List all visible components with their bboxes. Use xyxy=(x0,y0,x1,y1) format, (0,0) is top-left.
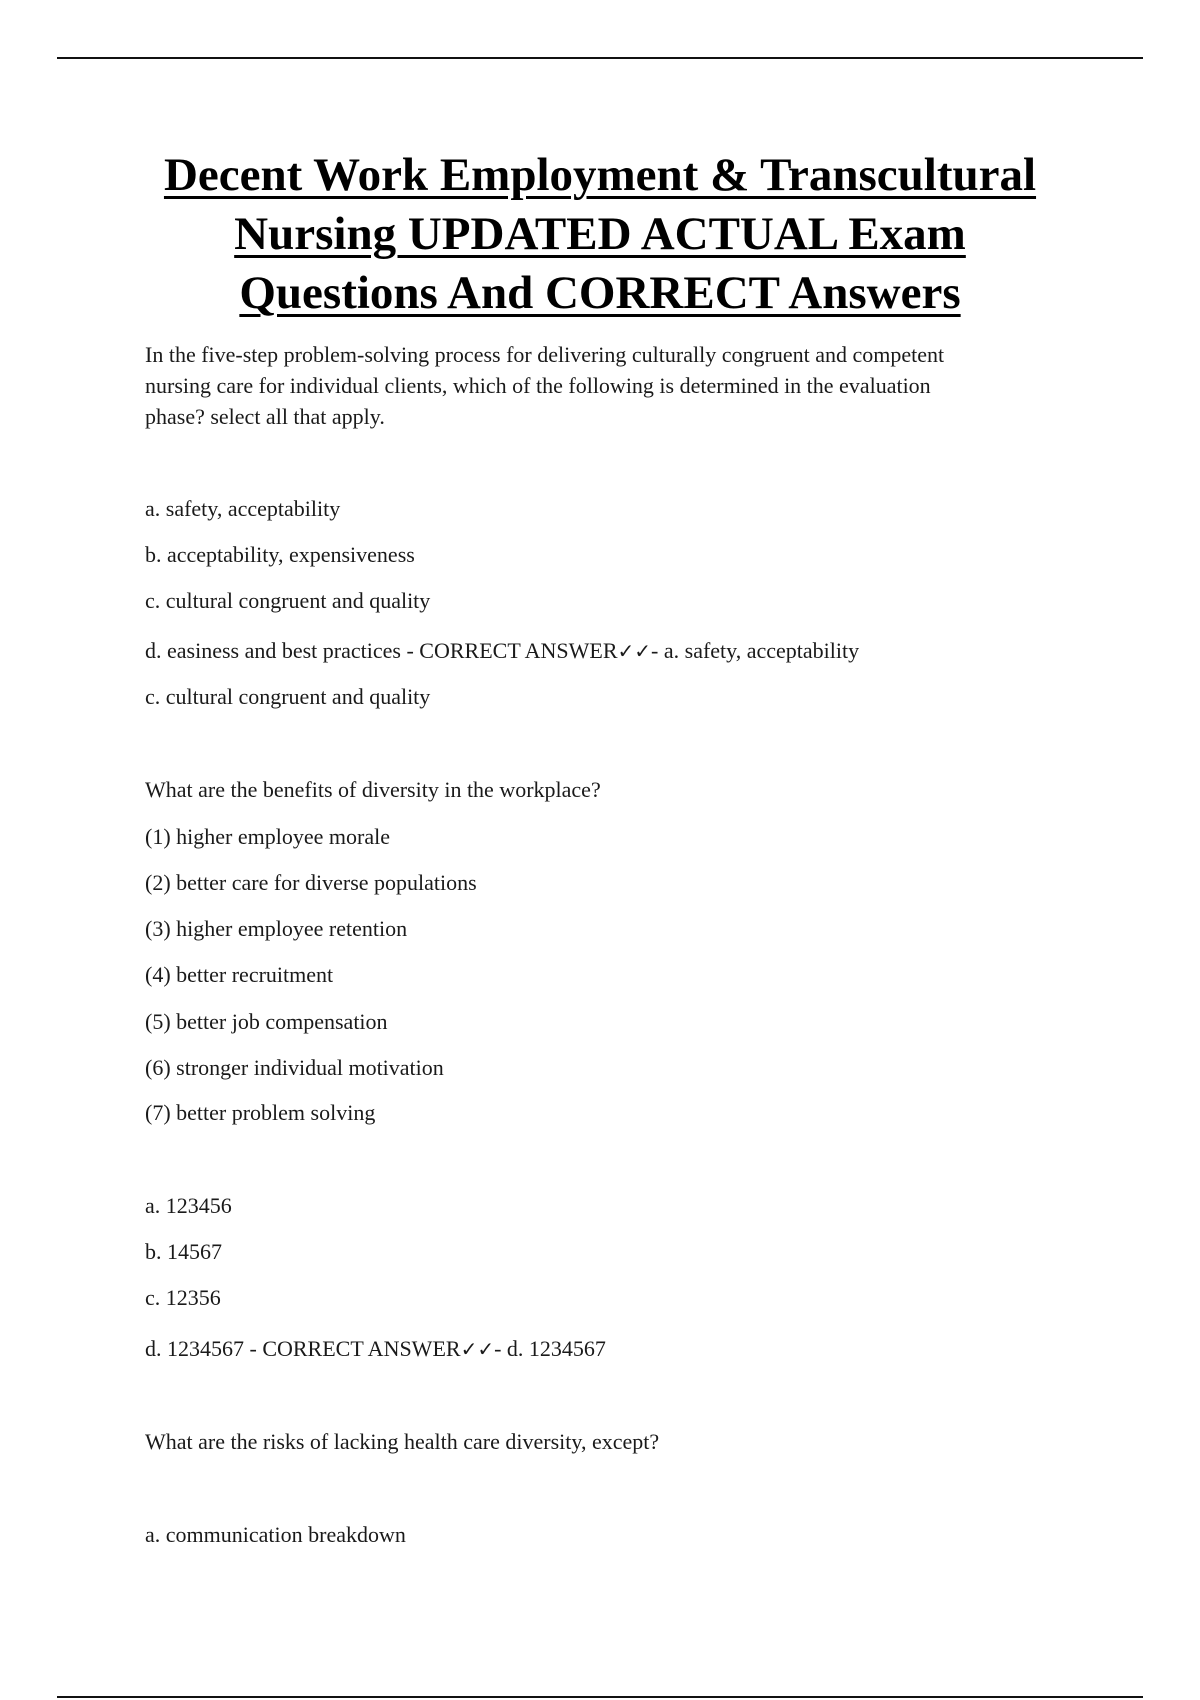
q3-option-a: a. communication breakdown xyxy=(145,1522,406,1547)
title-line-3: Questions And CORRECT Answers xyxy=(239,267,961,319)
q1-prompt-line-3: phase? select all that apply. xyxy=(145,404,385,429)
q2-item-2: (2) better care for diverse populations xyxy=(145,870,477,895)
check-icon: ✓✓ xyxy=(617,639,652,663)
q2-option-c: c. 12356 xyxy=(145,1285,221,1310)
document-title xyxy=(0,146,1200,323)
q1-option-b: b. acceptability, expensiveness xyxy=(145,542,415,567)
q2-answer-line xyxy=(145,1334,606,1364)
q2-option-b: b. 14567 xyxy=(145,1239,222,1264)
q2-item-6: (6) stronger individual motivation xyxy=(145,1055,444,1080)
bottom-rule xyxy=(57,1696,1143,1698)
q1-prompt-line-2: nursing care for individual clients, which of the following is determined in the evaluation xyxy=(145,373,931,398)
title-line-2: Nursing UPDATED ACTUAL Exam xyxy=(234,208,966,260)
q2-answer-suffix: - d. 1234567 xyxy=(494,1336,606,1361)
q1-option-a: a. safety, acceptability xyxy=(145,496,341,521)
q1-answer-line xyxy=(145,636,859,666)
q2-item-7: (7) better problem solving xyxy=(145,1100,376,1125)
q2-item-3: (3) higher employee retention xyxy=(145,916,408,941)
q1-option-c: c. cultural congruent and quality xyxy=(145,588,431,613)
q2-prompt: What are the benefits of diversity in the workplace? xyxy=(145,777,601,802)
check-icon: ✓✓ xyxy=(460,1337,495,1361)
q2-option-a: a. 123456 xyxy=(145,1193,232,1218)
q1-answer-prefix: d. easiness and best practices - CORRECT ANSWER xyxy=(145,638,618,663)
q1-answer-extra: c. cultural congruent and quality xyxy=(145,684,431,709)
q3-prompt: What are the risks of lacking health care diversity, except? xyxy=(145,1429,660,1454)
q1-answer-suffix: - a. safety, acceptability xyxy=(651,638,860,663)
q2-answer-prefix: d. 1234567 - CORRECT ANSWER xyxy=(145,1336,461,1361)
q2-item-1: (1) higher employee morale xyxy=(145,824,390,849)
q2-item-5: (5) better job compensation xyxy=(145,1009,388,1034)
top-rule xyxy=(57,57,1143,59)
q1-prompt-line-1: In the five-step problem-solving process for delivering culturally congruent and competent xyxy=(145,342,945,367)
q2-item-4: (4) better recruitment xyxy=(145,962,334,987)
title-line-1: Decent Work Employment & Transcultural xyxy=(163,149,1037,201)
